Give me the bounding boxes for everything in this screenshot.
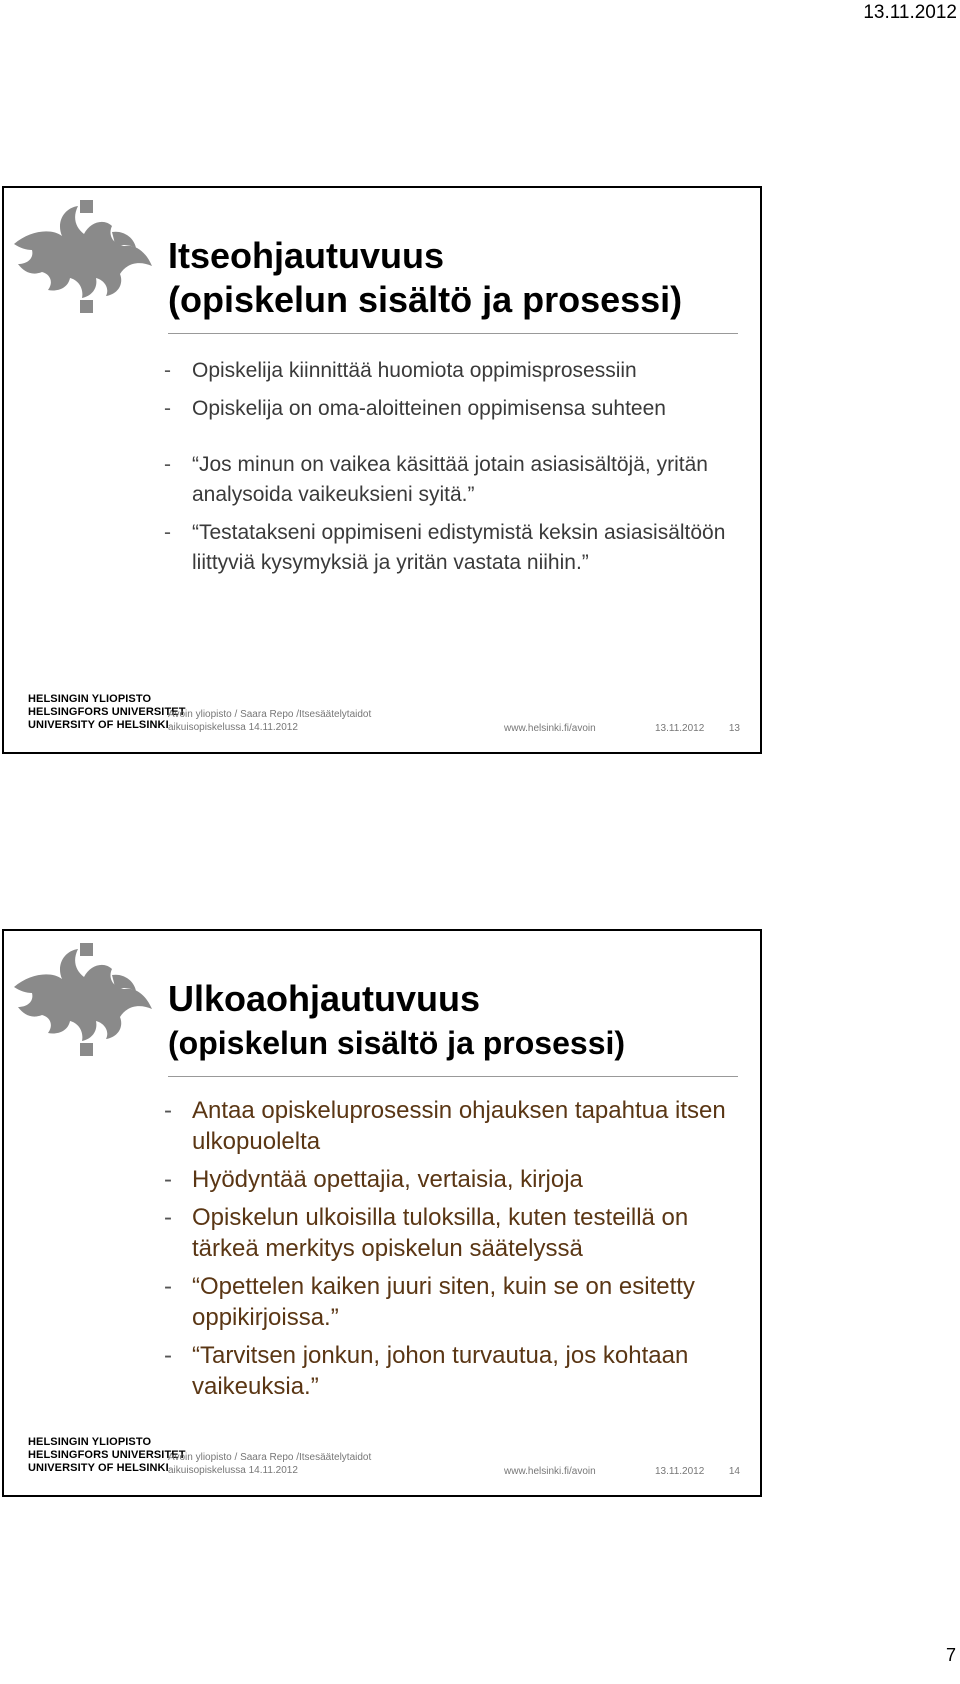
slide-title: Itseohjautuvuus (opiskelun sisältö ja prosessi) xyxy=(168,235,683,320)
page-number: 7 xyxy=(945,1645,956,1665)
bullet-item: - “Testatakseni oppimiseni edistymistä keksin asiasisältöön liittyviä kysymyksiä ja yritän vastata niihin.” xyxy=(160,518,740,578)
slide-number: 13 xyxy=(728,723,740,734)
bullet-item: - “Jos minun on vaikea käsittää jotain asiasisältöjä, yritän analysoida vaikeuksieni syitä.” xyxy=(160,450,740,510)
bullet-list xyxy=(160,356,740,578)
slide-number: 14 xyxy=(728,1466,740,1477)
title-divider xyxy=(168,1076,738,1077)
bullet-item: - Opiskelija on oma-aloitteinen oppimisensa suhteen xyxy=(160,394,740,424)
footer-url: www.helsinki.fi/avoin xyxy=(504,723,596,734)
footer-presenter: Avoin yliopisto / Saara Repo /Itsesäätelytaidot aikuisopiskelussa 14.11.2012 xyxy=(168,709,372,733)
bullet-item: - “Tarvitsen jonkun, johon turvautua, jos kohtaan vaikeuksia.” xyxy=(160,1340,740,1402)
university-name: HELSINGIN YLIOPISTO HELSINGFORS UNIVERSITET UNIVERSITY OF HELSINKI xyxy=(28,693,186,731)
footer-url: www.helsinki.fi/avoin xyxy=(504,1466,596,1477)
bullet-list xyxy=(160,1095,740,1409)
university-name: HELSINGIN YLIOPISTO HELSINGFORS UNIVERSITET UNIVERSITY OF HELSINKI xyxy=(28,1436,186,1474)
bullet-item: - Opiskelija kiinnittää huomiota oppimisprosessiin xyxy=(160,356,740,386)
footer-date: 13.11.2012 xyxy=(655,723,705,734)
helsinki-flame-logo-icon xyxy=(12,935,167,1085)
bullet-item: - Hyödyntää opettajia, vertaisia, kirjoja xyxy=(160,1164,740,1195)
page-date: 13.11.2012 xyxy=(863,2,957,23)
bullet-item: - “Opettelen kaiken juuri siten, kuin se on esitetty oppikirjoissa.” xyxy=(160,1271,740,1333)
title-divider xyxy=(168,333,738,334)
footer-presenter: Avoin yliopisto / Saara Repo /Itsesäätelytaidot aikuisopiskelussa 14.11.2012 xyxy=(168,1452,372,1476)
slide-13 xyxy=(2,186,762,754)
slide-title: Ulkoaohjautuvuus (opiskelun sisältö ja prosessi) xyxy=(168,978,626,1061)
bullet-item: - Antaa opiskeluprosessin ohjauksen tapahtua itsen ulkopuolelta xyxy=(160,1095,740,1157)
bullet-item: - Opiskelun ulkoisilla tuloksilla, kuten testeillä on tärkeä merkitys opiskelun säätelyssä xyxy=(160,1202,740,1264)
footer-date: 13.11.2012 xyxy=(655,1466,705,1477)
helsinki-flame-logo-icon xyxy=(12,192,167,342)
slide-14 xyxy=(2,929,762,1497)
